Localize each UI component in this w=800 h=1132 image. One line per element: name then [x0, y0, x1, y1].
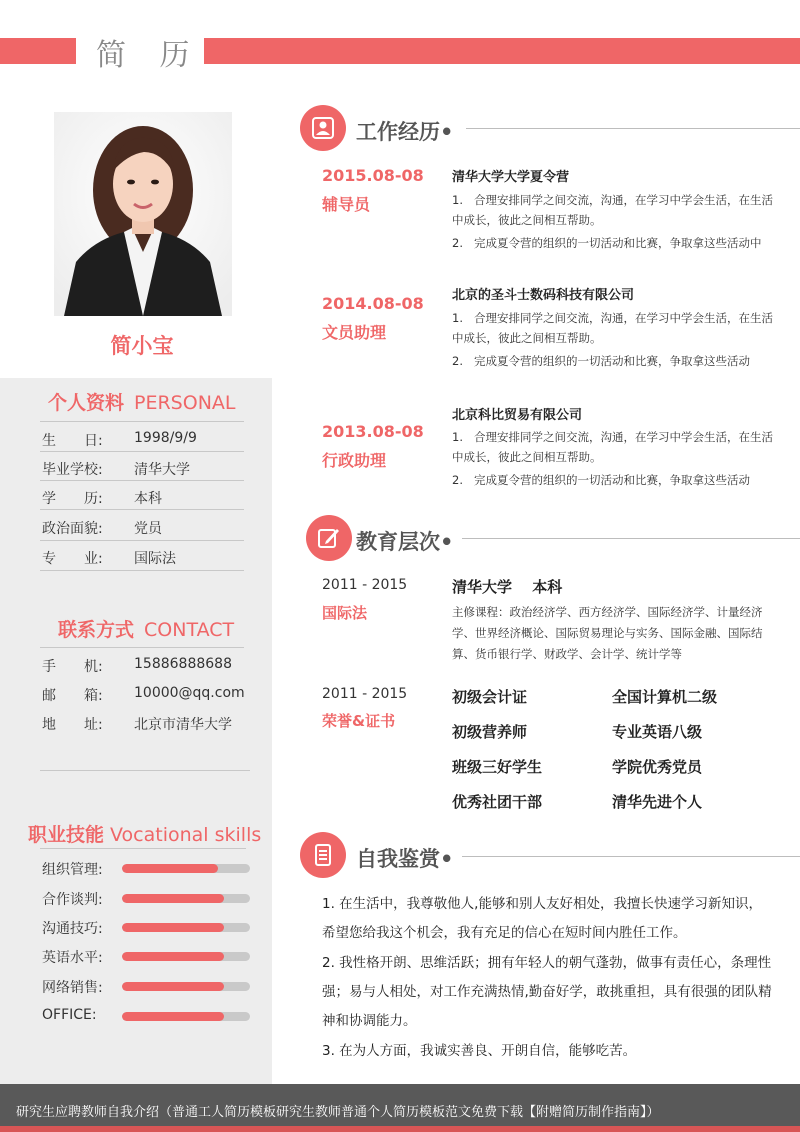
divider — [40, 570, 244, 571]
job-duty-text: 合理安排同学之间交流，沟通，在学习中学会生活，在生活中成长，彼此之间相互帮助。 — [452, 430, 773, 464]
briefcase-icon — [300, 105, 346, 151]
job-duty — [452, 308, 774, 348]
divider — [40, 848, 246, 849]
job-role: 文员助理 — [322, 323, 387, 342]
skill-bar-fill — [122, 894, 224, 903]
divider — [40, 451, 244, 452]
job-duty-text: 完成夏令营的组织的一切活动和比赛，争取拿这些活动 — [474, 354, 750, 368]
divider — [40, 647, 244, 648]
honors-label: 荣誉&证书 — [322, 712, 396, 730]
job-date: 2013.08-08 — [322, 422, 424, 441]
skill-label: 英语水平: — [42, 950, 103, 966]
info-label: 专 业: — [42, 551, 103, 567]
skill-bar-fill — [122, 923, 224, 932]
list-number: 1. — [452, 311, 463, 325]
list-number: 2. — [452, 236, 463, 250]
job-duty-text: 合理安排同学之间交流，沟通，在学习中学会生活，在生活中成长，彼此之间相互帮助。 — [452, 193, 773, 227]
personal-title-en: PERSONAL — [134, 392, 236, 414]
certificate: 优秀社团干部 — [452, 793, 543, 811]
skill-label: 合作谈判: — [42, 892, 103, 908]
list-number: 2. — [452, 354, 463, 368]
skills-title-cn: 职业技能 — [28, 824, 105, 846]
education-section-title: 教育层次• — [356, 530, 454, 554]
self-eval-paragraph: 3. 在为人方面，我诚实善良、开朗自信，能够吃苦。 — [322, 1043, 637, 1059]
info-label: 政治面貌: — [42, 521, 103, 537]
work-section-title: 工作经历• — [356, 120, 454, 144]
section-line — [462, 538, 800, 539]
phone-value: 15886888688 — [134, 656, 232, 672]
degree-value: 本科 — [134, 491, 162, 507]
skill-bar — [122, 864, 250, 873]
education-date: 2011 - 2015 — [322, 577, 408, 593]
contact-section-title — [58, 615, 234, 642]
major-value: 国际法 — [134, 551, 176, 567]
divider — [40, 770, 250, 771]
self-eval-section-title: 自我鉴赏• — [356, 847, 454, 871]
job-role: 辅导员 — [322, 195, 371, 214]
job-duty — [452, 427, 774, 467]
profile-name: 简小宝 — [110, 334, 174, 358]
address-value: 北京市清华大学 — [134, 717, 232, 733]
header-band-right — [204, 38, 800, 64]
political-value: 党员 — [134, 521, 162, 537]
job-company: 北京的圣斗士数码科技有限公司 — [452, 288, 635, 303]
job-date: 2014.08-08 — [322, 294, 424, 313]
page-title: 简 历 — [96, 38, 202, 73]
profile-photo — [54, 112, 232, 316]
contact-title-cn: 联系方式 — [58, 619, 135, 641]
education-school: 清华大学 本科 — [452, 578, 563, 596]
divider — [40, 509, 244, 510]
email-value: 10000@qq.com — [134, 685, 245, 701]
skill-bar-fill — [122, 952, 224, 961]
info-label: 邮 箱: — [42, 688, 103, 704]
skill-bar-fill — [122, 982, 224, 991]
job-company: 北京科比贸易有限公司 — [452, 408, 583, 423]
skill-label: 组织管理: — [42, 862, 103, 878]
education-courses: 主修课程：政治经济学、西方经济学、国际经济学、计量经济学、世界经济概论、国际贸易理论与实务、国际金融、国际结算、货币银行学、财政学、会计学、统计学等 — [452, 605, 763, 661]
section-line — [462, 856, 800, 857]
list-number: 1. — [452, 430, 463, 444]
skill-bar-fill — [122, 864, 218, 873]
job-duty — [452, 351, 774, 371]
birthday-value: 1998/9/9 — [134, 430, 197, 446]
job-duty-text: 合理安排同学之间交流，沟通，在学习中学会生活，在生活中成长，彼此之间相互帮助。 — [452, 311, 773, 345]
job-duty-text: 完成夏令营的组织的一切活动和比赛，争取拿这些活动中 — [474, 236, 762, 250]
document-icon — [300, 832, 346, 878]
job-duty — [452, 190, 774, 230]
certificate: 班级三好学生 — [452, 758, 543, 776]
personal-section-title — [48, 388, 236, 415]
info-label: 地 址: — [42, 717, 103, 733]
honors-date: 2011 - 2015 — [322, 686, 408, 702]
job-duty — [452, 233, 780, 253]
personal-title-cn: 个人资料 — [48, 392, 125, 414]
footer-accent-strip — [0, 1126, 800, 1132]
skill-bar — [122, 894, 250, 903]
skill-bar-fill — [122, 1012, 224, 1021]
job-date: 2015.08-08 — [322, 166, 424, 185]
list-number: 2. — [452, 473, 463, 487]
info-label: 学 历: — [42, 491, 103, 507]
skill-bar — [122, 1012, 250, 1021]
divider — [40, 540, 244, 541]
skills-title-en: Vocational skills — [110, 824, 262, 846]
job-role: 行政助理 — [322, 451, 387, 470]
self-eval-paragraph: 2. 我性格开朗、思维活跃；拥有年轻人的朝气蓬勃，做事有责任心，条理性强；易与人相处，对工作充满热情,勤奋好学，敢挑重担，具有很强的团队精神和协调能力。 — [322, 955, 772, 1029]
certificate: 学院优秀党员 — [612, 758, 703, 776]
job-duty — [452, 470, 774, 490]
section-line — [466, 128, 800, 129]
certificate: 专业英语八级 — [612, 723, 703, 741]
skill-bar — [122, 982, 250, 991]
pencil-icon — [306, 515, 352, 561]
skills-section-title — [28, 820, 261, 847]
school-value: 清华大学 — [134, 462, 190, 478]
list-number: 1. — [452, 193, 463, 207]
divider — [40, 480, 244, 481]
skill-label: 沟通技巧: — [42, 921, 103, 937]
certificate: 全国计算机二级 — [612, 688, 718, 706]
certificate: 初级会计证 — [452, 688, 528, 706]
header-band-left — [0, 38, 76, 64]
skill-bar — [122, 923, 250, 932]
certificate: 初级营养师 — [452, 723, 528, 741]
education-major: 国际法 — [322, 604, 368, 622]
divider — [40, 421, 244, 422]
job-company: 清华大学大学夏令营 — [452, 170, 570, 185]
skill-label: OFFICE: — [42, 1007, 97, 1023]
certificate: 清华先进个人 — [612, 793, 703, 811]
self-eval-paragraph: 1. 在生活中，我尊敬他人,能够和别人友好相处，我擅长快速学习新知识，希望您给我这个机会，我有充足的信心在短时间内胜任工作。 — [322, 896, 762, 941]
footer-caption: 研究生应聘教师自我介绍（普通工人简历模板研究生教师普通个人简历模板范文免费下载【附赠简历制作指南】） — [16, 1105, 660, 1120]
self-eval-text — [322, 890, 774, 1067]
info-label: 生 日: — [42, 433, 103, 449]
info-label: 手 机: — [42, 659, 103, 675]
skill-bar — [122, 952, 250, 961]
skill-label: 网络销售: — [42, 980, 103, 996]
contact-title-en: CONTACT — [144, 619, 235, 641]
info-label: 毕业学校: — [42, 462, 103, 478]
job-duty-text: 完成夏令营的组织的一切活动和比赛，争取拿这些活动 — [474, 473, 750, 487]
